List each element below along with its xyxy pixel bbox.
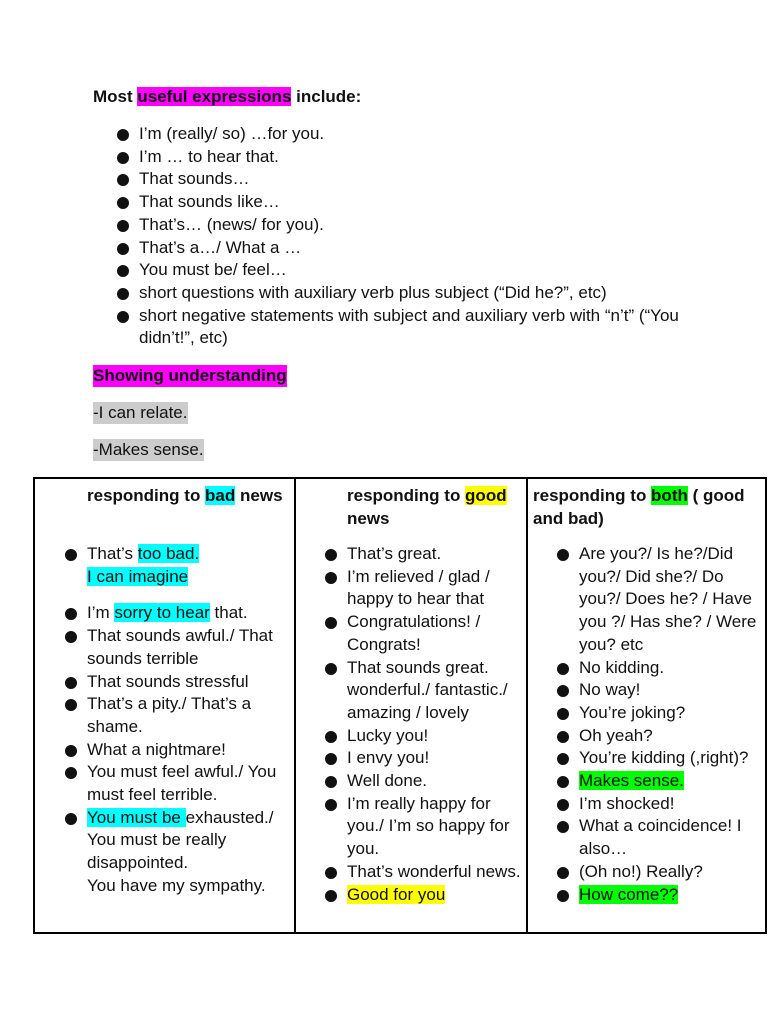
heading-pre: Most — [93, 87, 138, 106]
bullet-icon — [65, 745, 77, 757]
both-list — [579, 543, 759, 906]
column-header-bad: responding to bad news — [87, 486, 283, 505]
list-item: You must be exhausted./ You must be really disappointed. You have my sympathy. — [87, 807, 292, 898]
list-item: That’s great. — [347, 543, 527, 566]
bullet-icon — [117, 197, 129, 209]
section-title: Showing understanding — [93, 366, 287, 385]
bullet-icon — [557, 663, 569, 675]
bullet-icon — [325, 867, 337, 879]
bullet-icon — [557, 731, 569, 743]
list-item: That’s a pity./ That’s a shame. — [87, 693, 292, 738]
list-item: Congratulations! / Congrats! — [347, 611, 527, 656]
list-item: You’re joking? — [579, 702, 759, 725]
bullet-icon — [325, 753, 337, 765]
bullet-icon — [325, 663, 337, 675]
bullet-icon — [65, 549, 77, 561]
responses-table — [33, 477, 767, 934]
bullet-icon — [117, 152, 129, 164]
column-both — [528, 479, 765, 932]
list-item: Lucky you! — [347, 725, 527, 748]
list-item: You must feel awful./ You must feel terrible. — [87, 761, 292, 806]
bullet-icon — [325, 799, 337, 811]
bullet-icon — [557, 821, 569, 833]
list-item: That’s wonderful news. — [347, 861, 527, 884]
heading-post: include: — [291, 87, 362, 106]
list-item: No way! — [579, 679, 759, 702]
list-item: I’m really happy for you./ I’m so happy for you. — [347, 793, 527, 861]
bullet-icon — [65, 608, 77, 620]
bullet-icon — [117, 174, 129, 186]
list-item: I’m shocked! — [579, 793, 759, 816]
list-item: That sounds… — [139, 168, 739, 191]
bullet-icon — [117, 129, 129, 141]
bullet-icon — [65, 677, 77, 689]
list-item: short questions with auxiliary verb plus subject (“Did he?”, etc) — [139, 282, 739, 305]
column-good-news — [296, 479, 528, 932]
list-item: You’re kidding (,right)? — [579, 747, 759, 770]
bullet-icon — [325, 549, 337, 561]
list-item: That sounds like… — [139, 191, 739, 214]
list-item: Oh yeah? — [579, 725, 759, 748]
column-bad-news — [35, 479, 296, 932]
list-item: Well done. — [347, 770, 527, 793]
list-item: (Oh no!) Really? — [579, 861, 759, 884]
understanding-line-sense: -Makes sense. — [93, 440, 204, 459]
list-item: I’m … to hear that. — [139, 146, 739, 169]
list-item: I’m (really/ so) …for you. — [139, 123, 739, 146]
bullet-icon — [117, 243, 129, 255]
bullet-icon — [65, 699, 77, 711]
list-item: What a coincidence! I also… — [579, 815, 759, 860]
bullet-icon — [557, 890, 569, 902]
bullet-icon — [65, 813, 77, 825]
bullet-icon — [325, 776, 337, 788]
bullet-icon — [557, 776, 569, 788]
list-item: Good for you — [347, 884, 527, 907]
bullet-icon — [65, 767, 77, 779]
bullet-icon — [117, 265, 129, 277]
bullet-icon — [65, 631, 77, 643]
list-item: That sounds stressful — [87, 671, 292, 694]
bad-news-list — [87, 543, 292, 898]
bullet-icon — [557, 685, 569, 697]
bullet-icon — [325, 890, 337, 902]
column-header-both: responding to both ( good and bad) — [533, 486, 745, 528]
column-header-good: responding to good news — [347, 486, 507, 528]
list-item: I’m sorry to hear that. — [87, 602, 292, 625]
bullet-icon — [557, 708, 569, 720]
list-item: That’s… (news/ for you). — [139, 214, 739, 237]
list-item: That sounds awful./ That sounds terrible — [87, 625, 292, 670]
bullet-icon — [117, 311, 129, 323]
list-item: No kidding. — [579, 657, 759, 680]
list-item: How come?? — [579, 884, 759, 907]
bullet-icon — [557, 753, 569, 765]
list-item: I’m relieved / glad / happy to hear that — [347, 566, 527, 611]
list-item: What a nightmare! — [87, 739, 292, 762]
list-item: You must be/ feel… — [139, 259, 739, 282]
understanding-line-relate: -I can relate. — [93, 403, 188, 422]
expressions-list — [139, 123, 739, 350]
list-item: I envy you! — [347, 747, 527, 770]
bullet-icon — [325, 731, 337, 743]
bullet-icon — [325, 617, 337, 629]
bullet-icon — [557, 549, 569, 561]
heading-highlight: useful expressions — [137, 87, 292, 106]
list-item: Are you?/ Is he?/Did you?/ Did she?/ Do you?/ Does he? / Have you ?/ Has she? / Were you? etc — [579, 543, 759, 657]
bullet-icon — [117, 220, 129, 232]
bullet-icon — [557, 867, 569, 879]
list-item: short negative statements with subject and auxiliary verb with “n’t” (“You didn’t!”, etc) — [139, 305, 739, 350]
list-item: Makes sense. — [579, 770, 759, 793]
list-item: That’s too bad. I can imagine — [87, 543, 292, 588]
page-heading — [93, 86, 361, 108]
good-news-list — [347, 543, 527, 906]
list-item: That sounds great. wonderful./ fantastic./ amazing / lovely — [347, 657, 527, 725]
bullet-icon — [557, 799, 569, 811]
list-item: That’s a…/ What a … — [139, 237, 739, 260]
bullet-icon — [325, 572, 337, 584]
bullet-icon — [117, 288, 129, 300]
